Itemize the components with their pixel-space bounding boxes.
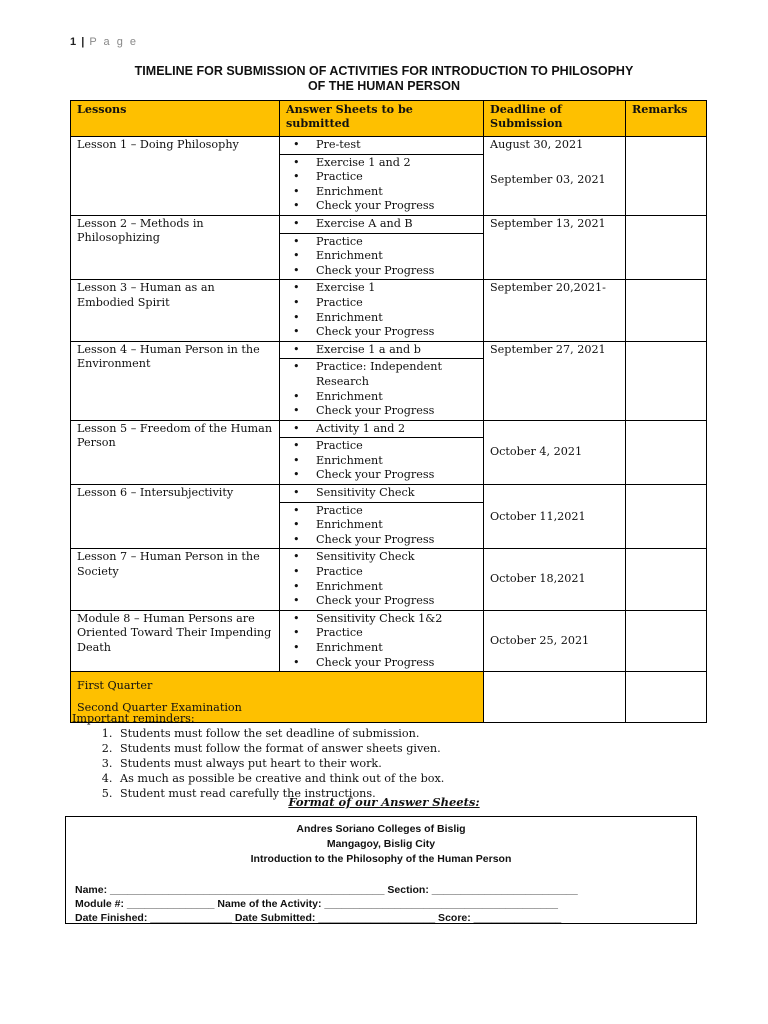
course-name: Introduction to the Philosophy of the Human Person	[250, 853, 512, 865]
deadline-date: September 20,2021-	[490, 281, 606, 295]
activity-item: • Sensitivity Check 1&2	[280, 612, 483, 627]
activity-item: • Sensitivity Check	[280, 486, 483, 501]
lesson-cell: Lesson 5 – Freedom of the Human Person	[71, 420, 280, 484]
activity-group	[280, 359, 483, 419]
deadline-cell	[484, 485, 626, 549]
module-activity-line: Module #: _______________ Name of the Activity: ________________________________________	[75, 898, 558, 910]
answer-sheets-cell	[280, 610, 484, 671]
answer-sheets-cell	[280, 137, 484, 216]
activity-item: • Check your Progress	[280, 468, 483, 483]
table-row	[71, 280, 707, 341]
remarks-cell	[626, 420, 707, 484]
activity-item: • Practice	[280, 504, 483, 519]
activity-item: • Check your Progress	[280, 325, 483, 340]
activity-group	[280, 280, 483, 340]
activity-group	[280, 155, 483, 215]
deadline-cell	[484, 215, 626, 279]
date-score-line: Date Finished: ______________ Date Submitted: ____________________ Score: _______________	[75, 912, 562, 924]
activity-item: • Practice	[280, 439, 483, 454]
second-quarter-label: Second Quarter Examination	[77, 701, 242, 715]
activity-group	[280, 438, 483, 484]
page-number: 1 | P a g e	[70, 36, 138, 48]
activity-item: • Enrichment	[280, 580, 483, 595]
activity-item: • Enrichment	[280, 390, 483, 405]
activity-item: • Check your Progress	[280, 199, 483, 214]
deadline-date: September 13, 2021	[490, 216, 606, 230]
quarter-remarks-cell	[626, 672, 707, 723]
title-line-2: OF THE HUMAN PERSON	[307, 79, 461, 93]
activity-item: • Enrichment	[280, 185, 483, 200]
deadline-cell	[484, 137, 626, 216]
reminder-item: 3. Students must always put heart to their work.	[116, 756, 444, 771]
deadline-date: October 4, 2021	[490, 445, 583, 459]
lesson-cell: Module 8 – Human Persons are Oriented Toward Their Impending Death	[71, 610, 280, 671]
deadline-date: September 27, 2021	[490, 342, 606, 356]
remarks-cell	[626, 280, 707, 341]
activity-group	[280, 421, 483, 439]
activity-group	[280, 137, 483, 155]
table-row	[71, 549, 707, 610]
school-address: Mangagoy, Bislig City	[326, 838, 436, 850]
activity-item: • Check your Progress	[280, 656, 483, 671]
important-reminders	[72, 711, 444, 801]
deadline-date: October 18,2021	[490, 572, 586, 586]
table-row	[71, 485, 707, 549]
activity-item: • Check your Progress	[280, 533, 483, 548]
activity-group	[280, 342, 483, 360]
name-section-line: Name: _______________________________________________ Section: _________________________	[75, 884, 578, 896]
deadline-cell	[484, 610, 626, 671]
deadline-date: September 03, 2021	[490, 172, 606, 186]
table-row	[71, 137, 707, 216]
remarks-cell	[626, 549, 707, 610]
activity-item: • Exercise A and B	[280, 217, 483, 232]
activity-item: • Exercise 1 a and b	[280, 343, 483, 358]
table-header-row	[71, 101, 707, 137]
activity-item: • Practice	[280, 170, 483, 185]
activity-item: • Practice	[280, 296, 483, 311]
reminders-list	[72, 726, 444, 801]
activity-group	[280, 234, 483, 280]
lesson-cell: Lesson 3 – Human as an Embodied Spirit	[71, 280, 280, 341]
lesson-cell: Lesson 7 – Human Person in the Society	[71, 549, 280, 610]
activity-group	[280, 503, 483, 549]
activity-item: • Check your Progress	[280, 264, 483, 279]
deadline-cell	[484, 420, 626, 484]
activity-item: • Check your Progress	[280, 404, 483, 419]
activity-group	[280, 216, 483, 234]
answer-sheets-cell	[280, 549, 484, 610]
activity-item: • Practice	[280, 235, 483, 250]
activity-item: • Sensitivity Check	[280, 550, 483, 565]
format-heading: Format of our Answer Sheets:	[288, 795, 480, 809]
activity-item: • Check your Progress	[280, 594, 483, 609]
header-lessons: Lessons	[71, 101, 280, 137]
reminders-heading: Important reminders:	[72, 712, 195, 725]
answer-sheet-format	[65, 816, 697, 924]
deadline-date: August 30, 2021	[490, 138, 584, 151]
activity-group	[280, 485, 483, 503]
activity-group	[280, 549, 483, 609]
lesson-cell: Lesson 2 – Methods in Philosophizing	[71, 215, 280, 279]
quarter-deadline-cell	[484, 672, 626, 723]
first-quarter-label: First Quarter	[77, 679, 153, 693]
answer-sheets-cell	[280, 420, 484, 484]
activity-item: • Pre-test	[280, 138, 483, 153]
remarks-cell	[626, 485, 707, 549]
school-name: Andres Soriano Colleges of Bislig	[296, 823, 466, 835]
activity-item: • Practice	[280, 626, 483, 641]
activity-item: • Enrichment	[280, 249, 483, 264]
header-deadline: Deadline of Submission	[484, 101, 626, 137]
reminder-item: 2. Students must follow the format of answer sheets given.	[116, 741, 444, 756]
activity-item: • Exercise 1	[280, 281, 483, 296]
answer-sheets-cell	[280, 215, 484, 279]
document-title	[66, 64, 702, 94]
table-row	[71, 215, 707, 279]
deadline-date: October 11,2021	[490, 509, 586, 523]
table-row	[71, 341, 707, 420]
activity-item: • Exercise 1 and 2	[280, 156, 483, 171]
remarks-cell	[626, 215, 707, 279]
deadline-cell	[484, 280, 626, 341]
activity-item: • Enrichment	[280, 518, 483, 533]
lesson-cell: Lesson 4 – Human Person in the Environment	[71, 341, 280, 420]
remarks-cell	[626, 610, 707, 671]
answer-sheets-cell	[280, 341, 484, 420]
header-remarks: Remarks	[626, 101, 707, 137]
deadline-cell	[484, 341, 626, 420]
activity-item: • Practice: Independent Research	[280, 360, 483, 389]
activity-item: • Enrichment	[280, 454, 483, 469]
activity-item: • Activity 1 and 2	[280, 422, 483, 437]
reminder-item: 5. Student must read carefully the instructions.	[116, 786, 444, 801]
remarks-cell	[626, 137, 707, 216]
deadline-cell	[484, 549, 626, 610]
reminder-item: 1. Students must follow the set deadline of submission.	[116, 726, 444, 741]
activity-item: • Enrichment	[280, 641, 483, 656]
activity-item: • Enrichment	[280, 311, 483, 326]
header-answer-sheets: Answer Sheets to be submitted	[280, 101, 484, 137]
activity-group	[280, 611, 483, 671]
title-line-1: TIMELINE FOR SUBMISSION OF ACTIVITIES FOR INTRODUCTION TO PHILOSOPHY	[134, 64, 634, 78]
remarks-cell	[626, 341, 707, 420]
table-row	[71, 610, 707, 671]
reminder-item: 4. As much as possible be creative and think out of the box.	[116, 771, 444, 786]
lesson-cell: Lesson 1 – Doing Philosophy	[71, 137, 280, 216]
answer-sheets-cell	[280, 485, 484, 549]
activity-item: • Practice	[280, 565, 483, 580]
table-row	[71, 420, 707, 484]
answer-sheets-cell	[280, 280, 484, 341]
lesson-cell: Lesson 6 – Intersubjectivity	[71, 485, 280, 549]
deadline-date: October 25, 2021	[490, 633, 590, 647]
timeline-table	[70, 100, 707, 723]
